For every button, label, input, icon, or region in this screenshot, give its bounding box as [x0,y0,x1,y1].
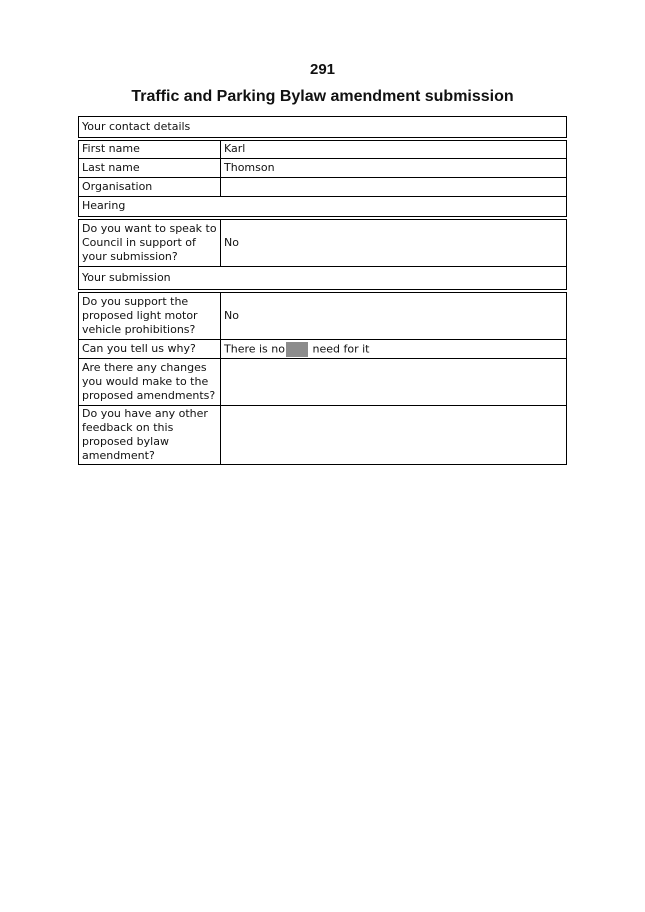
section-submission-heading: Your submission [79,267,567,291]
table-row [79,406,567,465]
table-row [79,291,567,340]
organisation-label: Organisation [79,178,221,197]
first-name-value: Karl [221,139,567,159]
why-label: Can you tell us why? [79,340,221,359]
document-title: Traffic and Parking Bylaw amendment submission [131,88,514,105]
section-hearing-row [79,197,567,218]
table-row [79,218,567,267]
page-number: 291 [309,61,336,78]
support-value: No [221,291,567,340]
redaction-block [286,342,308,357]
submission-form-table [78,116,567,465]
last-name-value: Thomson [221,159,567,178]
first-name-label: First name [79,139,221,159]
table-row [79,340,567,359]
support-label: Do you support the proposed light motor vehicle prohibitions? [79,291,221,340]
table-row [79,159,567,178]
table-row [79,178,567,197]
changes-label: Are there any changes you would make to the proposed amendments? [79,359,221,406]
why-value [221,340,567,359]
why-value-after: need for it [312,342,370,355]
section-hearing-heading: Hearing [79,197,567,218]
section-contact-row [79,117,567,139]
speak-value: No [221,218,567,267]
speak-label: Do you want to speak to Council in support of your submission? [79,218,221,267]
table-row [79,139,567,159]
organisation-value [221,178,567,197]
feedback-label: Do you have any other feedback on this proposed bylaw amendment? [79,406,221,465]
section-submission-row [79,267,567,291]
section-contact-heading: Your contact details [79,117,567,139]
table-row [79,359,567,406]
why-value-before: There is no [224,342,285,355]
last-name-label: Last name [79,159,221,178]
changes-value [221,359,567,406]
feedback-value [221,406,567,465]
